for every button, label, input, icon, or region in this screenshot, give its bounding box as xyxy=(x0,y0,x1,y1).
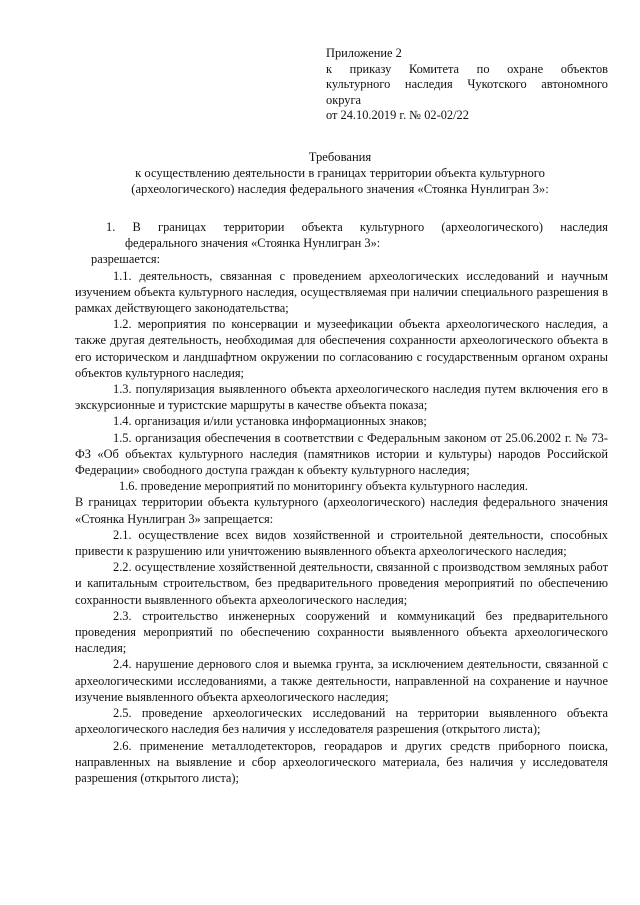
title-line-2: к осуществлению деятельности в границах территории объекта культурного xyxy=(135,165,545,180)
document-body xyxy=(75,219,608,786)
section2-intro: В границах территории объекта культурного (археологического) наследия федерального значения «Стоянка Нунлигран 3» запрещается: xyxy=(75,495,608,526)
section1-intro-line3: разрешается: xyxy=(91,252,161,267)
appendix-label: Приложение 2 xyxy=(326,46,402,60)
section1-intro-line1: 1. В границах территории объекта культурного (археологического) наследия xyxy=(106,220,608,234)
item-2-1: 2.1. осуществление всех видов хозяйственной и строительной деятельности, способных привести к разрушению или уничтожению выявленного объекта археологического наследия; xyxy=(75,527,608,559)
appendix-date-line: от 24.10.2019 г. № 02-02/22 xyxy=(326,108,469,123)
item-2-4: 2.4. нарушение дернового слоя и выемка грунта, за исключением деятельности, связанной с археологическими исследованиями, а также деятельности, направленной на сохранение и научное изучение выявленного объекта археологического наследия; xyxy=(75,657,608,704)
item-1-3: 1.3. популяризация выявленного объекта археологического наследия путем включения его в экскурсионные и туристские маршруты в качестве объекта показа; xyxy=(75,382,608,413)
title-heading: Требования xyxy=(308,150,372,164)
appendix-header xyxy=(326,46,608,124)
item-1-2: 1.2. мероприятия по консервации и музеефикации объекта археологического наследия, а также другая деятельность, необходимая для обеспечения сохранности археологического объекта в его историческом и ландшафтном окружении по согласованию с государственным органом охраны объектов культурного наследия; xyxy=(75,317,608,380)
document-title xyxy=(72,150,608,197)
item-1-5: 1.5. организация обеспечения в соответствии с Федеральным законом от 25.06.2002 г. № 73-ФЗ «Об объектах культурного наследия (памятников истории и культуры) народов Российской Федерации» свободного доступа граждан к объекту культурного наследия; xyxy=(75,430,608,478)
section1-intro-line2: федерального значения «Стоянка Нунлигран 3»: xyxy=(125,236,381,251)
appendix-committee-line: культурного наследия Чукотского автономного xyxy=(326,77,608,92)
item-1-6: 1.6. проведение мероприятий по мониторингу объекта культурного наследия. xyxy=(119,479,529,494)
title-line-3: (археологического) наследия федерального значения «Стоянка Нунлигран 3»: xyxy=(131,181,549,196)
item-2-3: 2.3. строительство инженерных сооружений и коммуникаций без предварительного проведения мероприятий по обеспечению сохранности выявленного объекта археологического наследия; xyxy=(75,608,608,656)
item-2-5: 2.5. проведение археологических исследований на территории выявленного объекта археологического наследия без наличия у исследователя разрешения (открытого листа); xyxy=(75,706,608,737)
appendix-region-line: округа xyxy=(326,92,362,107)
item-2-6: 2.6. применение металлодетекторов, георадаров и других средств приборного поиска, направленных на выявление и сбор археологического материала, без наличия у исследователя разрешения (открытого листа); xyxy=(75,738,608,785)
appendix-order-line: к приказу Комитета по охране объектов xyxy=(326,61,608,76)
item-1-1: 1.1. деятельность, связанная с проведением археологических исследований и научным изучением объекта культурного наследия, осуществляемая при наличии специального разрешения в рамках действующего законодательства; xyxy=(75,268,608,316)
item-1-4: 1.4. организация и/или установка информационных знаков; xyxy=(113,414,427,429)
item-2-2: 2.2. осуществление хозяйственной деятельности, связанной с производством земляных работ и капитальным строительством, без предварительного проведения мероприятий по обеспечению сохранности выявленного объекта археологического наследия; xyxy=(75,560,608,607)
